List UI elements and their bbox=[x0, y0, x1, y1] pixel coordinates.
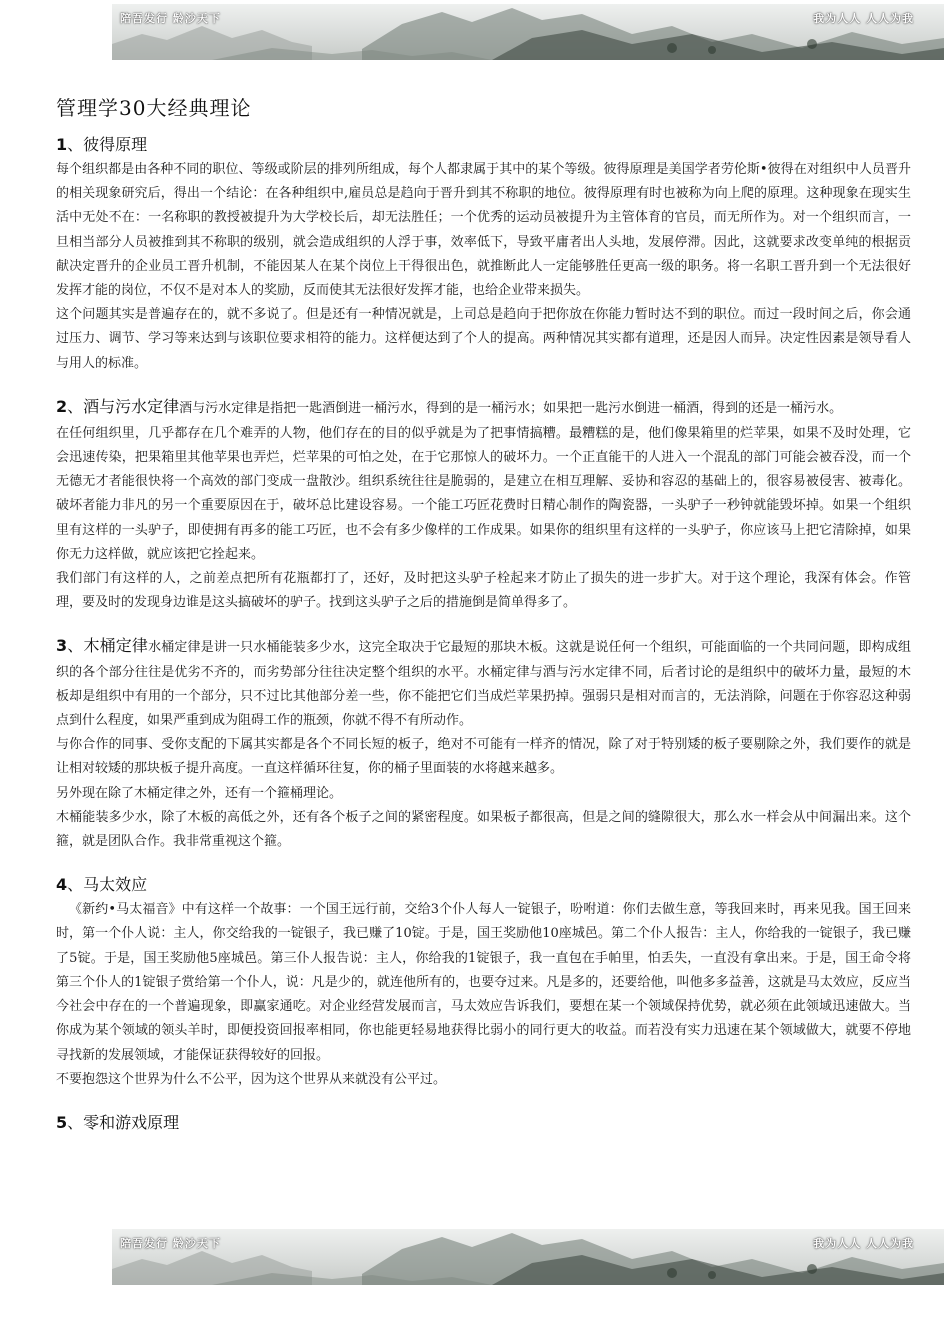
footer-banner bbox=[112, 1229, 944, 1285]
section-title: 、酒与污水定律 bbox=[67, 396, 180, 416]
section-heading bbox=[56, 1110, 911, 1136]
spacer bbox=[56, 376, 911, 394]
section-title: 、木桶定律 bbox=[67, 636, 149, 656]
banner-slogan-right: 我为人人 人人为我 bbox=[813, 1237, 914, 1250]
section-title: 、马太效应 bbox=[67, 875, 148, 895]
section-1 bbox=[56, 132, 911, 376]
section-title: 、彼得原理 bbox=[67, 135, 148, 154]
section-2 bbox=[56, 394, 911, 616]
banner-slogan-left: 陪吾发行 龄沙天下 bbox=[120, 1237, 221, 1250]
section-number: 1 bbox=[56, 135, 68, 154]
section-heading bbox=[56, 872, 911, 898]
paragraph: 不要抱怨这个世界为什么不公平，因为这个世界从来就没有公平过。 bbox=[56, 1071, 447, 1087]
section-5 bbox=[56, 1110, 911, 1136]
section-number: 3 bbox=[56, 636, 68, 656]
document-title: 管理学30大经典理论 bbox=[56, 96, 252, 120]
spacer bbox=[56, 615, 911, 633]
spacer bbox=[56, 854, 911, 872]
document-body bbox=[56, 132, 911, 1136]
section-lead: 酒与污水定律是指把一匙酒倒进一桶污水，得到的是一桶污水；如果把一匙污水倒进一桶酒，得到的还是一桶污水。 bbox=[179, 400, 843, 416]
paragraph: 《新约•马太福音》中有这样一个故事：一个国王远行前，交给3个仆人每人一锭银子，吩咐道：你们去做生意，等我回来时，再来见我。国王回来时，第一个仆人说：主人，你交给我的一锭银子，我已赚了10锭。于是，国王奖励他10座城邑。第二个仆人报告：主人，你给我的一锭银子，我已赚了5锭。于是，国王奖励他5座城邑。第三仆人报告说：主人，你给我的1锭银子，我一直包在手帕里，怕丢失，一直没有拿出来。于是，国王命令将第三个仆人的1锭银子赏给第一个仆人，说：凡是少的，就连他所有的，也要夺过来。凡是多的，还要给他，叫他多多益善，这就是马太效应，反应当今社会中存在的一个普遍现象，即赢家通吃。对企业经营发展而言，马太效应告诉我们，要想在某一个领域保持优势，就必须在此领域迅速做大。当你成为某个领域的领头羊时，即便投资回报率相同，你也能更轻易地获得比弱小的同行更大的收益。而若没有实力迅速在某个领域做大，就要不停地寻找新的发展领域，才能保证获得较好的回报。 bbox=[56, 902, 911, 1063]
section-number: 4 bbox=[56, 875, 68, 895]
paragraph: 我们部门有这样的人，之前差点把所有花瓶都打了，还好，及时把这头驴子栓起来才防止了损失的进一步扩大。对于这个理论，我深有体会。作管理，要及时的发现身边谁是这头搞破坏的驴子。找到这头驴子之后的措施倒是简单得多了。 bbox=[56, 571, 911, 611]
paragraph: 这个问题其实是普遍存在的，就不多说了。但是还有一种情况就是，上司总是趋向于把你放在你能力暂时达不到的职位。而过一段时间之后，你会通过压力、调节、学习等来达到与该职位要求相符的能力。这样便达到了个人的提高。两种情况其实都有道理，还是因人而异。决定性因素是领导看人与用人的标准。 bbox=[56, 307, 911, 371]
section-3 bbox=[56, 633, 911, 854]
paragraph: 在任何组织里，几乎都存在几个难弄的人物，他们存在的目的似乎就是为了把事情搞糟。最糟糕的是，他们像果箱里的烂苹果，如果不及时处理，它会迅速传染，把果箱里其他苹果也弄烂，烂苹果的可怕之处，在于它那惊人的破坏力。一个正直能干的人进入一个混乱的部门可能会被吞没，而一个无德无才者能很快将一个高效的部门变成一盘散沙。组织系统往往是脆弱的，是建立在相互理解、妥协和容忍的基础上的，很容易被侵害、被毒化。破坏者能力非凡的另一个重要原因在于，破坏总比建设容易。一个能工巧匠花费时日精心制作的陶瓷器，一头驴子一秒钟就能毁坏掉。如果一个组织里有这样的一头驴子，即使拥有再多的能工巧匠，也不会有多少像样的工作成果。如果你的组织里有这样的一头驴子，你应该马上把它清除掉，如果你无力这样做，就应该把它拴起来。 bbox=[56, 425, 911, 562]
banner-slogan-left: 陪吾发行 龄沙天下 bbox=[120, 12, 221, 25]
section-number: 5 bbox=[56, 1112, 68, 1132]
section-number: 2 bbox=[56, 396, 68, 416]
paragraph: 木桶能装多少水，除了木板的高低之外，还有各个板子之间的紧密程度。如果板子都很高，但是之间的缝隙很大，那么水一样会从中间漏出来。这个箍，就是团队合作。我非常重视这个箍。 bbox=[56, 809, 911, 850]
paragraph: 每个组织都是由各种不同的职位、等级或阶层的排列所组成，每个人都隶属于其中的某个等级。彼得原理是美国学者劳伦斯•彼得在对组织中人员晋升的相关现象研究后，得出一个结论：在各种组织中,雇员总是趋向于晋升到其不称职的地位。彼得原理有时也被称为向上爬的原理。这种现象在现实生活中无处不在：一名称职的教授被提升为大学校长后，却无法胜任；一个优秀的运动员被提升为主管体育的官员，而无所作为。对一个组织而言，一旦相当部分人员被推到其不称职的级别，就会造成组织的人浮于事，效率低下，导致平庸者出人头地，发展停滞。因此，这就要求改变单纯的根据贡献决定晋升的企业员工晋升机制，不能因某人在某个岗位上干得很出色，就推断此人一定能够胜任更高一级的职务。将一名职工晋升到一个无法很好发挥才能的岗位，不仅不是对本人的奖励，反而使其无法很好发挥才能，也给企业带来损失。 bbox=[56, 162, 911, 299]
banner-slogan-right: 我为人人 人人为我 bbox=[813, 12, 914, 25]
section-4 bbox=[56, 872, 911, 1092]
paragraph: 另外现在除了木桶定律之外，还有一个箍桶理论。 bbox=[56, 785, 343, 801]
section-heading-line bbox=[56, 633, 911, 733]
section-heading-line bbox=[56, 394, 911, 422]
spacer bbox=[56, 1092, 911, 1110]
paragraph: 与你合作的同事、受你支配的下属其实都是各个不同长短的板子，绝对不可能有一样齐的情况，除了对于特别矮的板子要剔除之外，我们要作的就是让相对较矮的那块板子提升高度。一直这样循环往复，你的桶子里面装的水将越来越多。 bbox=[56, 737, 911, 777]
header-banner bbox=[112, 4, 944, 60]
section-title: 、零和游戏原理 bbox=[67, 1112, 180, 1132]
section-lead: 水桶定律是讲一只水桶能装多少水，这完全取决于它最短的那块木板。这就是说任何一个组织，可能面临的一个共同问题，即构成组织的各个部分往往是优劣不齐的，而劣势部分往往决定整个组织的水平。水桶定律与酒与污水定律不同，后者讨论的是组织中的破坏力量，最短的木板却是组织中有用的一个部分，只不过比其他部分差一些，你不能把它们当成烂苹果扔掉。强弱只是相对而言的，无法消除，问题在于你容忍这种弱点到什么程度，如果严重到成为阻碍工作的瓶颈，你就不得不有所动作。 bbox=[56, 640, 911, 729]
section-heading bbox=[56, 132, 911, 158]
